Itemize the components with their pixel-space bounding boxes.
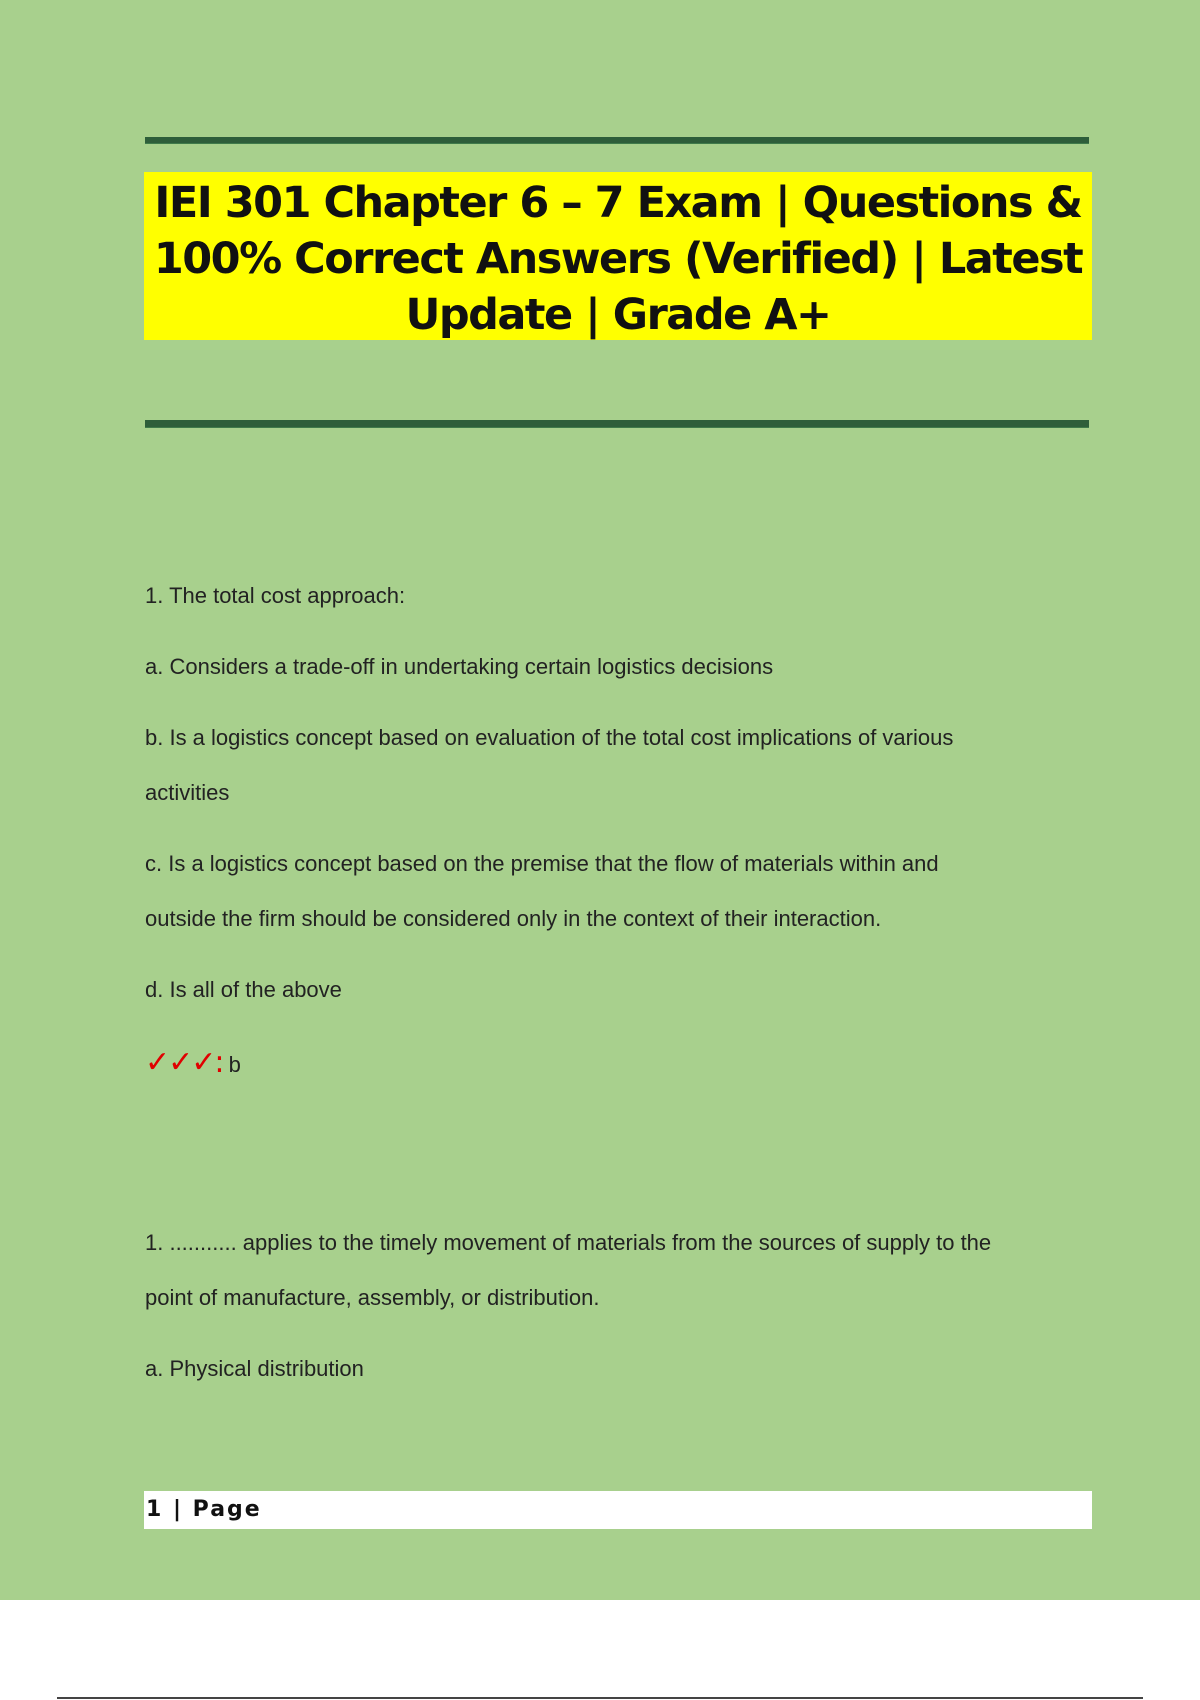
option-text: a. Considers a trade-off in undertaking certain logistics decisions bbox=[145, 654, 774, 679]
stem-line: 1. ........... applies to the timely movement of materials from the sources of supply to the bbox=[145, 1230, 992, 1255]
option-text: activities bbox=[145, 780, 230, 805]
page-footer bbox=[144, 1491, 1092, 1529]
title-bottom-rule bbox=[145, 420, 1089, 427]
question-block bbox=[145, 1215, 1095, 1396]
option-text: outside the firm should be considered only in the context of their interaction. bbox=[145, 906, 882, 931]
question-stem bbox=[145, 1215, 1095, 1325]
option-text: d. Is all of the above bbox=[145, 977, 342, 1002]
document-title bbox=[144, 175, 1092, 343]
title-banner bbox=[144, 172, 1092, 340]
answer-option-a bbox=[145, 1341, 1095, 1396]
check-mark-icon: ✓✓✓: bbox=[145, 1045, 223, 1080]
option-text: c. Is a logistics concept based on the premise that the flow of materials within and bbox=[145, 851, 939, 876]
option-text: b. Is a logistics concept based on evaluation of the total cost implications of various bbox=[145, 725, 954, 750]
stem-line: point of manufacture, assembly, or distribution. bbox=[145, 1285, 600, 1310]
next-page-rule bbox=[57, 1697, 1143, 1699]
page-number: 1 | Page bbox=[146, 1497, 262, 1522]
answer-value: b bbox=[228, 1052, 241, 1077]
question-block bbox=[145, 568, 1095, 1092]
title-line: IEI 301 Chapter 6 – 7 Exam | Questions & bbox=[154, 178, 1082, 228]
title-top-rule bbox=[145, 137, 1089, 143]
option-text: a. Physical distribution bbox=[145, 1356, 364, 1381]
title-line: Update | Grade A+ bbox=[405, 290, 831, 340]
answer-option-c bbox=[145, 836, 1095, 946]
exam-content bbox=[145, 568, 1095, 1412]
answer-option-a bbox=[145, 639, 1095, 694]
correct-answer bbox=[145, 1035, 1095, 1092]
answer-option-b bbox=[145, 710, 1095, 820]
answer-option-d bbox=[145, 962, 1095, 1017]
question-stem: 1. The total cost approach: bbox=[145, 583, 406, 608]
title-line: 100% Correct Answers (Verified) | Latest bbox=[153, 234, 1083, 284]
